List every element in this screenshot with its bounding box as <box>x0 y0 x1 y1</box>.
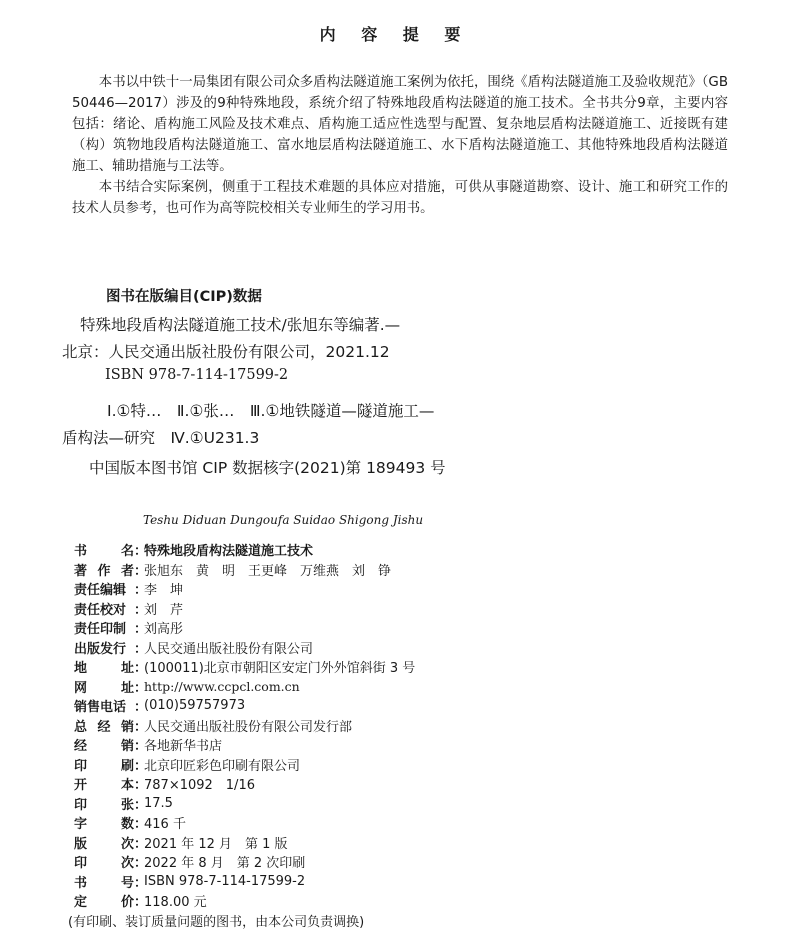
colophon-label-char: 作 <box>97 563 111 579</box>
colophon-colon: ： <box>134 817 148 833</box>
colophon-label-char: 张 <box>120 797 134 813</box>
colophon-value: 2022 年 8 月 第 2 次印刷 <box>144 856 306 872</box>
pinyin-title: Teshu Diduan Dungoufa Suidao Shigong Jishu <box>143 513 424 527</box>
cip-line-isbn: ISBN 978-7-114-17599-2 <box>105 367 289 383</box>
colophon-row <box>74 696 714 716</box>
colophon-row <box>74 794 714 814</box>
colophon-colon: ： <box>134 739 148 755</box>
colophon-row <box>74 716 714 736</box>
cip-line-record-number: 中国版本图书馆 CIP 数据核字(2021)第 189493 号 <box>89 459 446 477</box>
colophon-label <box>74 833 134 852</box>
colophon-row <box>74 657 714 677</box>
colophon-label <box>74 677 134 696</box>
colophon-label-char: 字 <box>74 817 88 833</box>
colophon-label <box>74 560 134 579</box>
colophon-label-char: 经 <box>74 739 88 755</box>
colophon-colon: ： <box>134 544 148 560</box>
colophon-value: 李 坤 <box>144 583 184 599</box>
colophon-label <box>74 872 134 891</box>
colophon-value: (010)59757973 <box>144 698 246 714</box>
colophon-row <box>74 540 714 560</box>
colophon-row <box>74 813 714 833</box>
colophon-colon: ： <box>134 563 148 579</box>
colophon-label-char: 地 <box>74 661 88 677</box>
colophon-label-char: 责任印制 <box>74 622 127 638</box>
colophon-label-char: 开 <box>74 778 88 794</box>
colophon-colon: ： <box>134 622 148 638</box>
colophon-row <box>74 638 714 658</box>
colophon-value: 118.00 元 <box>144 895 207 911</box>
colophon-label <box>74 755 134 774</box>
colophon-colon: ： <box>134 875 148 891</box>
colophon-row <box>74 833 714 853</box>
colophon-label <box>74 638 134 657</box>
colophon-row <box>74 560 714 580</box>
colophon-colon: ： <box>134 836 148 852</box>
colophon-label-char: 销 <box>120 719 134 735</box>
colophon-row <box>74 579 714 599</box>
colophon-colon: ： <box>134 641 148 657</box>
colophon-colon: ： <box>134 856 148 872</box>
colophon-label <box>74 813 134 832</box>
colophon-colon: ： <box>134 758 148 774</box>
colophon-label-char: 印 <box>74 797 88 813</box>
colophon-label-char: 本 <box>120 778 134 794</box>
cip-line-title: 特殊地段盾构法隧道施工技术/张旭东等编著.— <box>80 316 401 334</box>
cip-line-classification: Ⅰ.①特… Ⅱ.①张… Ⅲ.①地铁隧道—隧道施工— <box>107 402 435 420</box>
colophon-label-char: 址 <box>120 661 134 677</box>
summary-section <box>72 72 728 219</box>
colophon-row <box>74 599 714 619</box>
colophon-colon: ： <box>134 719 148 735</box>
colophon-row <box>74 618 714 638</box>
colophon-label <box>74 618 134 637</box>
colophon-value: 张旭东 黄 明 王更峰 万维燕 刘 铮 <box>144 563 392 579</box>
colophon-row <box>74 852 714 872</box>
colophon-label-char: 次 <box>120 836 134 852</box>
colophon-label <box>74 852 134 871</box>
colophon-value: http://www.ccpcl.com.cn <box>144 678 300 694</box>
colophon-value: 刘 芹 <box>144 602 184 618</box>
colophon-colon: ： <box>134 680 148 696</box>
colophon-colon: ： <box>134 661 148 677</box>
colophon-row <box>74 677 714 697</box>
page-title: 内 容 提 要 <box>319 25 471 44</box>
colophon-label <box>74 579 134 598</box>
colophon-value: 特殊地段盾构法隧道施工技术 <box>144 544 314 560</box>
colophon-row <box>74 755 714 775</box>
colophon-label-char: 书 <box>74 875 88 891</box>
colophon-label-char: 书 <box>74 544 88 560</box>
colophon-row <box>74 891 714 911</box>
colophon-label-char: 号 <box>120 875 134 891</box>
colophon-label-char: 销 <box>120 739 134 755</box>
colophon-label-char: 网 <box>74 680 88 696</box>
colophon-note-row <box>68 911 714 931</box>
colophon-label <box>74 657 134 676</box>
cip-line-publisher: 北京：人民交通出版社股份有限公司，2021.12 <box>62 343 390 361</box>
colophon-label-char: 著 <box>74 563 88 579</box>
colophon-label <box>74 794 134 813</box>
colophon <box>68 540 714 930</box>
colophon-value: ISBN 978-7-114-17599-2 <box>144 873 306 889</box>
colophon-label-char: 责任编辑 <box>74 583 127 599</box>
summary-paragraph-2: 本书结合实际案例，侧重于工程技术难题的具体应对措施，可供从事隧道勘察、设计、施工和研究工作的技术人员参考，也可作为高等院校相关专业师生的学习用书。 <box>72 180 728 216</box>
colophon-label <box>74 891 134 910</box>
colophon-colon: ： <box>134 895 148 911</box>
colophon-colon: ： <box>134 797 148 813</box>
colophon-value: 人民交通出版社股份有限公司发行部 <box>144 719 353 735</box>
cip-line-classification-cont: 盾构法—研究 Ⅳ.①U231.3 <box>62 429 260 447</box>
colophon-note: (有印刷、装订质量问题的图书，由本公司负责调换) <box>68 914 365 930</box>
colophon-label-char: 址 <box>120 680 134 696</box>
colophon-label-char: 名 <box>120 544 134 560</box>
colophon-colon: ： <box>134 778 148 794</box>
colophon-label <box>74 696 134 715</box>
colophon-label-char: 版 <box>74 836 88 852</box>
colophon-value: 2021 年 12 月 第 1 版 <box>144 836 288 852</box>
colophon-label <box>74 774 134 793</box>
colophon-label-char: 定 <box>74 895 88 911</box>
colophon-row <box>74 735 714 755</box>
colophon-value: 各地新华书店 <box>144 739 223 755</box>
colophon-label-char: 印 <box>74 856 88 872</box>
colophon-value: 人民交通出版社股份有限公司 <box>144 641 314 657</box>
colophon-colon: ： <box>134 583 148 599</box>
colophon-value: (100011)北京市朝阳区安定门外外馆斜街 3 号 <box>144 661 416 677</box>
colophon-colon: ： <box>134 602 148 618</box>
colophon-row <box>74 872 714 892</box>
colophon-label-char: 销售电话 <box>74 700 127 716</box>
colophon-label-char: 总 <box>74 719 88 735</box>
colophon-label <box>74 716 134 735</box>
colophon-value: 416 千 <box>144 817 186 833</box>
colophon-label <box>74 599 134 618</box>
colophon-value: 刘高彤 <box>144 622 184 638</box>
summary-paragraph-1: 本书以中铁十一局集团有限公司众多盾构法隧道施工案例为依托，围绕《盾构法隧道施工及验收规范》（GB 50446—2017）涉及的9种特殊地段，系统介绍了特殊地段盾构法隧道的施工技术。全书共分9章，主要内容包括：绪论、盾构施工风险及技术难点、盾构施工适应性选型与配置、复杂地层盾构法隧道施工、近接既有建（构）筑物地段盾构法隧道施工、富水地层盾构法隧道施工、水下盾构法隧道施工、其他特殊地段盾构法隧道施工、辅助措施与工法等。 <box>72 75 728 174</box>
colophon-value: 787×1092 1/16 <box>144 778 255 794</box>
colophon-label <box>74 735 134 754</box>
colophon-label-char: 者 <box>120 563 134 579</box>
colophon-label-char: 价 <box>120 895 134 911</box>
colophon-row <box>74 774 714 794</box>
colophon-label-char: 经 <box>97 719 111 735</box>
colophon-label <box>74 540 134 559</box>
colophon-colon: ： <box>134 700 148 716</box>
colophon-label-char: 刷 <box>120 758 134 774</box>
colophon-label-char: 印 <box>74 758 88 774</box>
colophon-label-char: 责任校对 <box>74 602 127 618</box>
cip-heading: 图书在版编目(CIP)数据 <box>106 289 262 305</box>
colophon-label-char: 数 <box>120 817 134 833</box>
colophon-value: 北京印匠彩色印刷有限公司 <box>144 758 301 774</box>
colophon-label-char: 次 <box>120 856 134 872</box>
colophon-label-char: 出版发行 <box>74 641 127 657</box>
colophon-value: 17.5 <box>144 795 173 811</box>
